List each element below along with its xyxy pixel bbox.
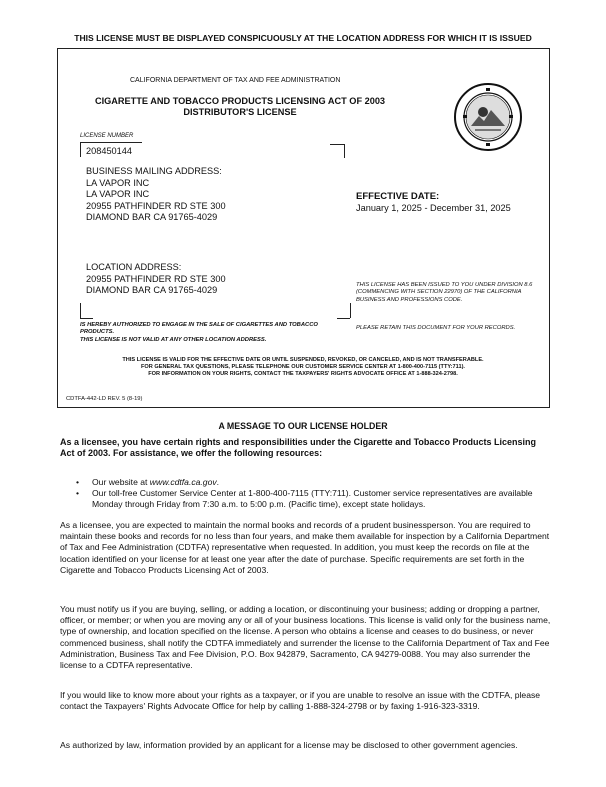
act-title-line-1: CIGARETTE AND TOBACCO PRODUCTS LICENSING ACT OF 2003 bbox=[94, 96, 386, 106]
license-number-rule bbox=[80, 142, 142, 143]
authorized-text: IS HEREBY AUTHORIZED TO ENGAGE IN THE SALE OF CIGARETTES AND TOBACCO PRODUCTS. bbox=[80, 322, 318, 336]
bullet-icon: • bbox=[76, 488, 80, 498]
mailing-line: LA VAPOR INC bbox=[86, 177, 150, 188]
mailing-address-block bbox=[86, 166, 226, 224]
bullet-icon: • bbox=[76, 477, 80, 487]
notification-paragraph: You must notify us if you are buying, selling, or adding a location, or discontinuing your business; adding or dropping a partner, officer, or member; or when you are moving any or all of your business locations. This license is valid only for the business name, type of ownership, and location specified on the license. A person who obtains a license and ceases to do business, or never commenced business, shall notify the CDTFA immediately and surrender the license to the California Department of Tax and Fee Administration, Business Tax and Fee Division, P.O. Box 942879, Sacramento, CA 94279-0088. You may also surrender the license to a CDTFA representative. bbox=[60, 604, 551, 671]
mailing-line: 20955 PATHFINDER RD STE 300 bbox=[86, 200, 226, 211]
right-corner-mark-vertical bbox=[350, 303, 351, 318]
license-number-bracket bbox=[80, 142, 81, 157]
act-title-line-2: DISTRIBUTOR'S LICENSE bbox=[183, 107, 297, 117]
location-address-label: LOCATION ADDRESS: bbox=[86, 262, 182, 272]
records-paragraph: As a licensee, you are expected to maintain the normal books and records of a prudent businessperson. You are required to maintain these books and records for no less than four years, and make them available for inspection by a California Department of Tax and Fee Administration (CDTFA) representative when requested. In addition, you must keep the records on file at the location identified on your license for at least one year after the date of purchase. Specific requirements are set forth in the Cigarette and Tobacco Products Licensing Act of 2003. bbox=[60, 520, 550, 575]
not-valid-text: THIS LICENSE IS NOT VALID AT ANY OTHER LOCATION ADDRESS. bbox=[80, 336, 267, 343]
location-address-block bbox=[86, 262, 226, 297]
license-number-value: 208450144 bbox=[86, 146, 132, 156]
mailing-line: LA VAPOR INC bbox=[86, 189, 150, 200]
window-corner-mark-vertical bbox=[344, 144, 345, 158]
taxpayer-rights-paragraph: If you would like to know more about your rights as a taxpayer, or if you are unable to resolve an issue with the CDTFA, please contact the Taxpayers' Rights Advocate Office for help by calling 1-888-324-2798 or by faxing 1-916-323-3319. bbox=[60, 690, 541, 712]
customer-service-text: Our toll-free Customer Service Center at 1-800-400-7115 (TTY:711). Customer service representatives are available Monday through Friday from 7:30 a.m. to 5:00 p.m. (Pacific time), except state holidays. bbox=[92, 488, 533, 509]
resource-list bbox=[76, 477, 552, 510]
department-name: CALIFORNIA DEPARTMENT OF TAX AND FEE ADMINISTRATION bbox=[130, 77, 341, 84]
location-line: DIAMOND BAR CA 91765-4029 bbox=[86, 285, 218, 296]
website-prefix: Our website at bbox=[92, 477, 150, 487]
form-number: CDTFA-442-LD REV. 5 (8-19) bbox=[66, 396, 143, 402]
state-seal-icon bbox=[453, 82, 523, 152]
message-intro: As a licensee, you have certain rights and responsibilities under the Cigarette and Tobacco Products Licensing Act of 2003. For assistance, we offer the following resources: bbox=[60, 437, 536, 459]
license-title bbox=[70, 96, 410, 118]
location-corner-mark bbox=[80, 318, 93, 319]
mailing-line: DIAMOND BAR CA 91765-4029 bbox=[86, 212, 218, 223]
effective-date-value: January 1, 2025 - December 31, 2025 bbox=[356, 203, 511, 213]
authorization-statement bbox=[80, 322, 340, 344]
effective-date-label: EFFECTIVE DATE: bbox=[356, 191, 440, 202]
mailing-address-label: BUSINESS MAILING ADDRESS: bbox=[86, 166, 222, 176]
disclosure-paragraph: As authorized by law, information provided by an applicant for a license may be disclosed to other government agencies. bbox=[60, 740, 518, 750]
validity-notice bbox=[60, 357, 546, 379]
website-link[interactable]: www.cdtfa.ca.gov bbox=[149, 477, 217, 487]
message-title: A MESSAGE TO OUR LICENSE HOLDER bbox=[218, 421, 388, 431]
validity-line-2: FOR GENERAL TAX QUESTIONS, PLEASE TELEPHONE OUR CUSTOMER SERVICE CENTER AT 1-800-400-7115 (TTY:711). bbox=[141, 364, 465, 371]
list-item bbox=[76, 477, 552, 488]
validity-line-3: FOR INFORMATION ON YOUR RIGHTS, CONTACT THE TAXPAYERS' RIGHTS ADVOCATE OFFICE AT 1-888-324-2798. bbox=[148, 371, 458, 378]
validity-line-1: THIS LICENSE IS VALID FOR THE EFFECTIVE DATE OR UNTIL SUSPENDED, REVOKED, OR CANCELED, AND IS NOT TRANSFERABLE. bbox=[122, 357, 484, 363]
location-line: 20955 PATHFINDER RD STE 300 bbox=[86, 273, 226, 284]
division-note: THIS LICENSE HAS BEEN ISSUED TO YOU UNDER DIVISION 8.6 (COMMENCING WITH SECTION 22970) OF THE CALIFORNIA BUSINESS AND PROFESSIONS CODE. bbox=[356, 282, 533, 303]
window-corner-mark bbox=[330, 144, 344, 145]
location-corner-mark-vertical bbox=[80, 303, 81, 318]
list-item bbox=[76, 488, 552, 510]
right-corner-mark bbox=[337, 318, 350, 319]
display-notice-banner: THIS LICENSE MUST BE DISPLAYED CONSPICUOUSLY AT THE LOCATION ADDRESS FOR WHICH IT IS ISSUED bbox=[74, 33, 532, 43]
website-suffix: . bbox=[216, 477, 220, 487]
license-number-label: LICENSE NUMBER bbox=[80, 133, 134, 139]
retain-note: PLEASE RETAIN THIS DOCUMENT FOR YOUR RECORDS. bbox=[356, 325, 516, 331]
